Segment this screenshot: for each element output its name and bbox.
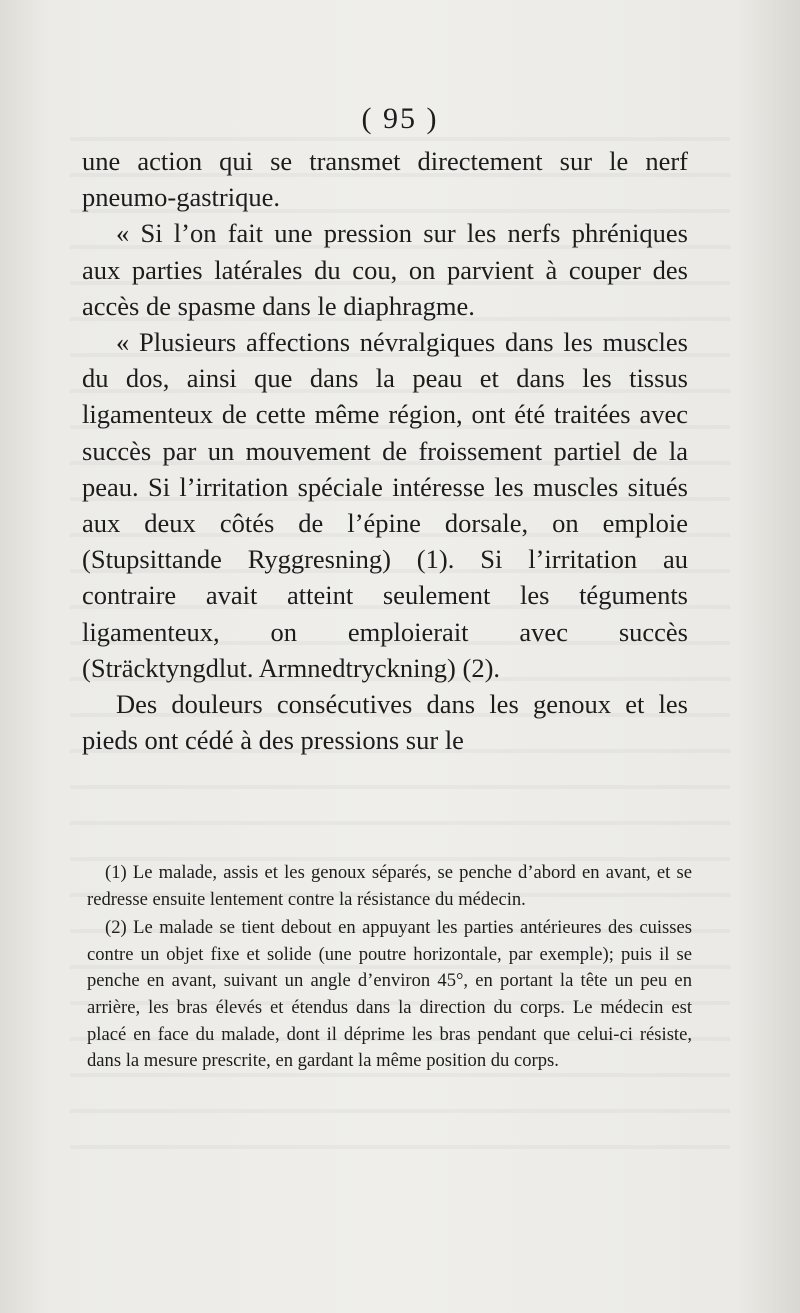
- paragraph-4: Des douleurs consécutives dans les genoux et les pieds ont cédé à des pressions sur le: [82, 689, 688, 756]
- footnote-2: (2) Le malade se tient debout en appuyant les parties antérieures des cuisses contre un objet fixe et solide (une poutre horizontale, par exemple); puis il se penche en avant, suivant un angle d’environ 45°, en portant la tête un peu en arrière, les bras élevés et étendus dans la direction du corps. Le médecin est placé en face du malade, dont il déprime les bras pendant que celui-ci résiste, dans la mesure prescrite, en gardant la même position du corps.: [87, 917, 692, 1072]
- paragraph-3: « Plusieurs affections névralgiques dans les muscles du dos, ainsi que dans la peau et dans les tissus ligamenteux de cette même région, ont été traitées avec succès par un mouvement de froissement partiel de la peau. Si l’irritation spéciale intéresse les muscles situés aux deux côtés de l’épine dorsale, on emploie (Stupsittande Ryggresning) (1). Si l’irritation au contraire avait atteint seulement les téguments ligamenteux, on emploierait avec succès (Sträcktyngdlut. Armnedtryckning) (2).: [82, 327, 688, 683]
- main-text: [82, 143, 688, 758]
- page-number: ( 95 ): [361, 102, 439, 135]
- paragraph-1: une action qui se transmet directement sur le nerf pneumo-gastrique.: [82, 146, 688, 213]
- paragraph-2: « Si l’on fait une pression sur les nerfs phréniques aux parties latérales du cou, on parvient à couper des accès de spasme dans le diaphragme.: [82, 218, 688, 321]
- footnotes: [87, 860, 692, 1077]
- footnote-1: (1) Le malade, assis et les genoux séparés, se penche d’abord en avant, et se redresse ensuite lentement contre la résistance du médecin.: [87, 862, 692, 910]
